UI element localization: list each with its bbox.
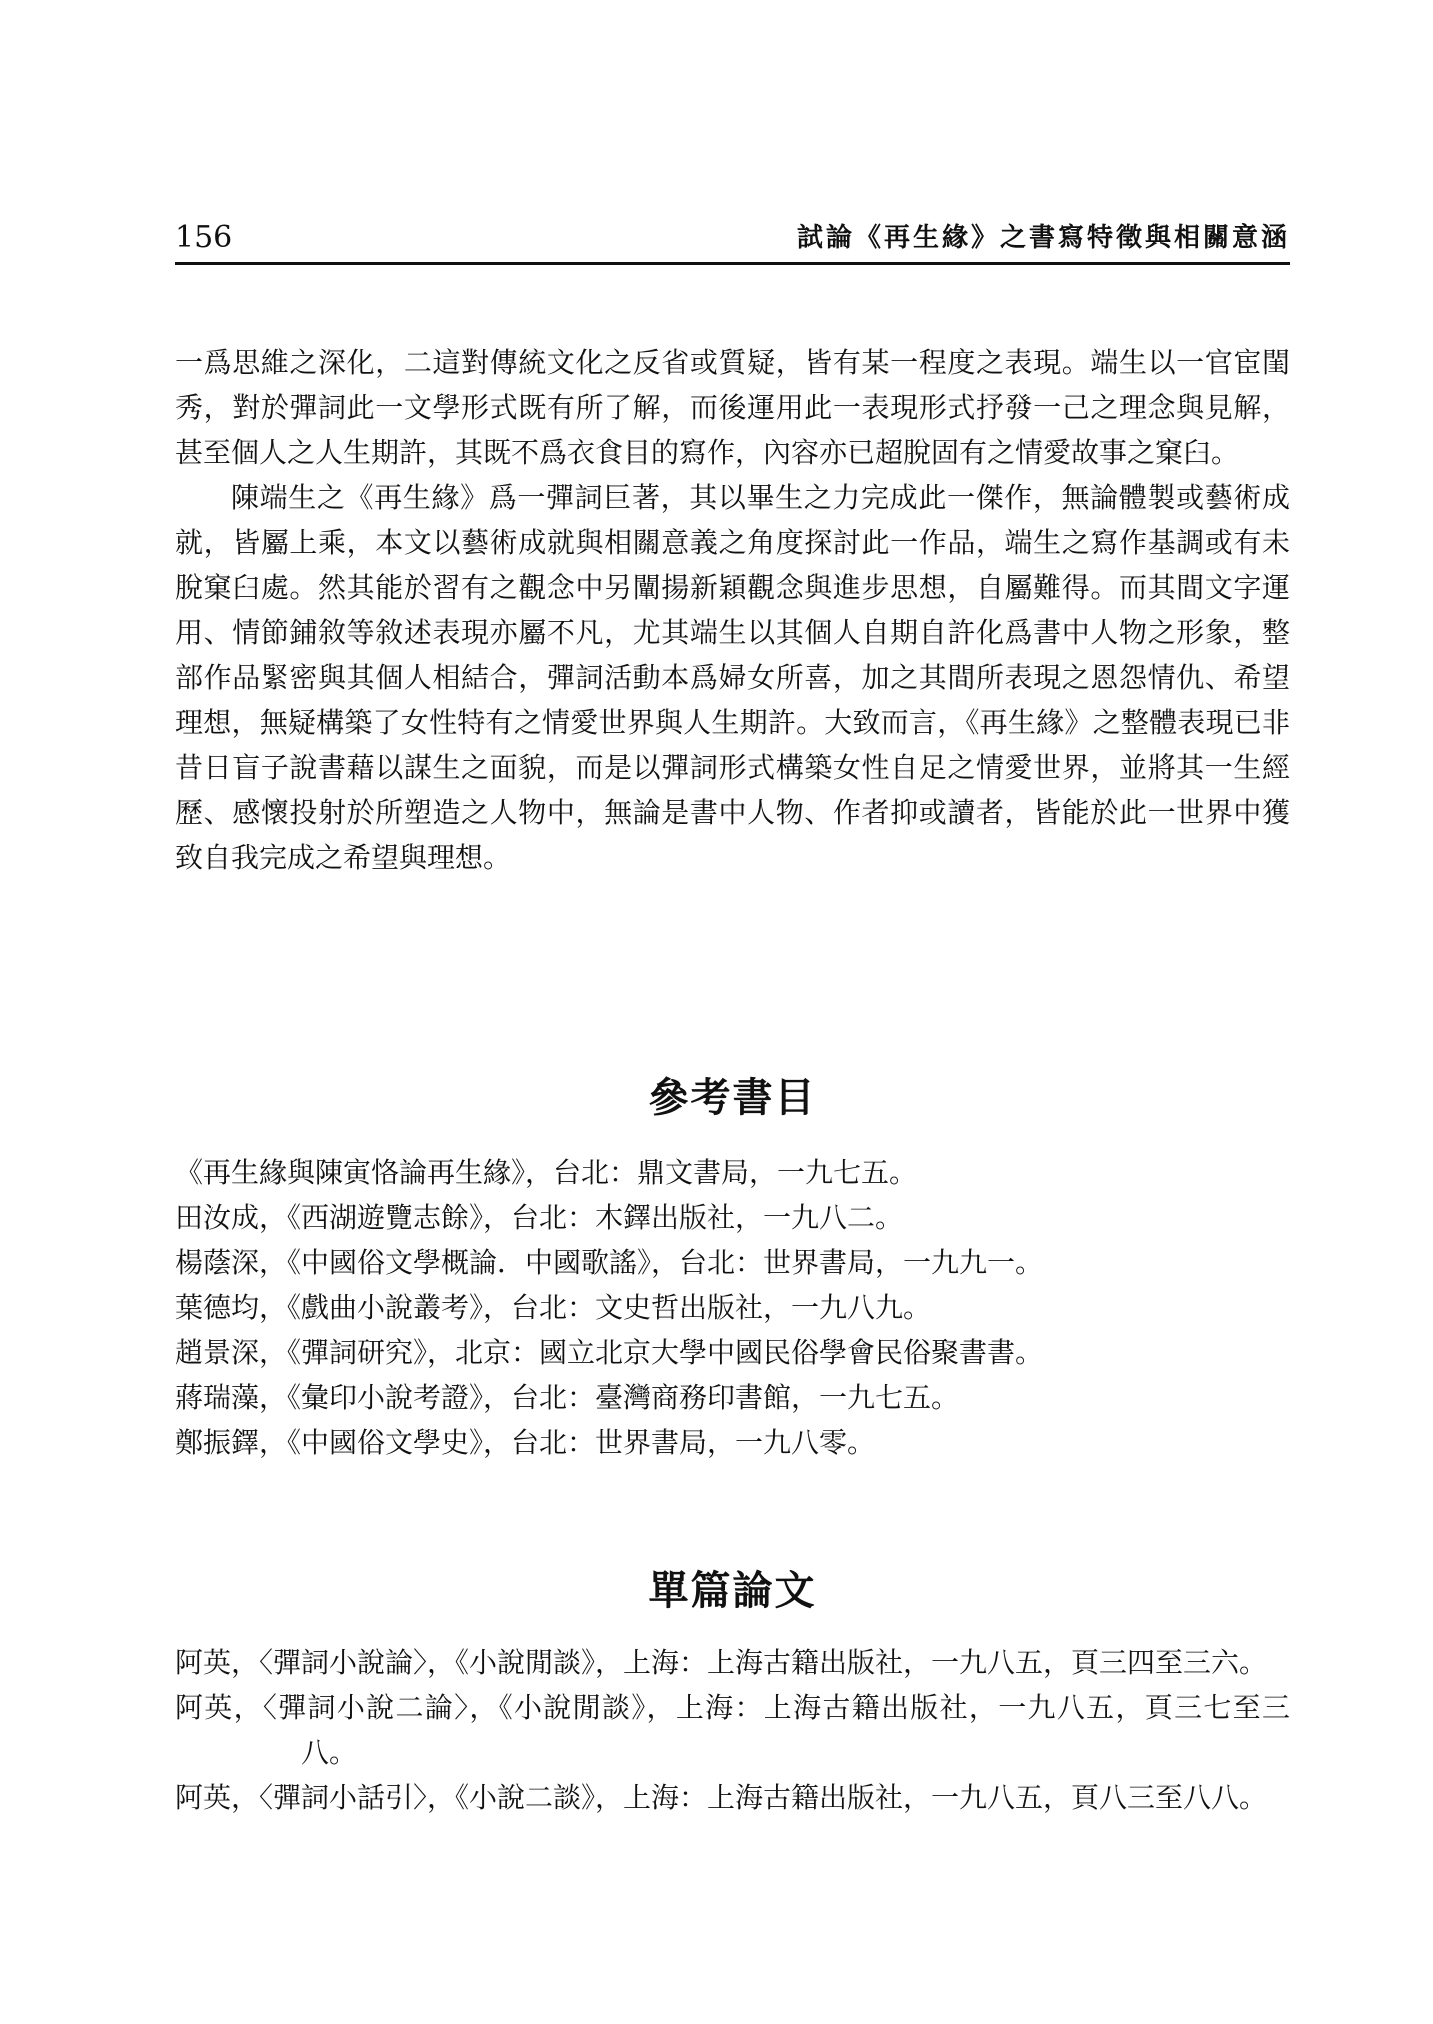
article-entry: 阿英，〈彈詞小話引〉，《小說二談》，上海：上海古籍出版社，一九八五，頁八三至八八。	[175, 1781, 1268, 1814]
bibliography-entry: 田汝成，《西湖遊覽志餘》，台北：木鐸出版社，一九八二。	[175, 1201, 904, 1234]
bibliography-entry: 《再生緣與陳寅恪論再生緣》，台北：鼎文書局，一九七五。	[175, 1156, 918, 1189]
page-header	[175, 218, 1290, 258]
paragraph: 一爲思維之深化，二這對傳統文化之反省或質疑，皆有某一程度之表現。端生以一官宦閨秀，對於彈詞此一文學形式既有所了解，而後運用此一表現形式抒發一己之理念與見解，甚至個人之人生期許，其既不爲衣食目的寫作，內容亦已超脫固有之情愛故事之窠臼。	[175, 346, 1290, 469]
bibliography-entry: 楊蔭深，《中國俗文學概論．中國歌謠》，台北：世界書局，一九九一。	[175, 1246, 1044, 1279]
page-number: 156	[175, 220, 233, 255]
bibliography-entry: 鄭振鐸，《中國俗文學史》，台北：世界書局，一九八零。	[175, 1426, 876, 1459]
article-entry: 阿英，〈彈詞小說二論〉，《小說閒談》，上海：上海古籍出版社，一九八五，頁三七至三八。	[175, 1691, 1290, 1769]
header-rule	[175, 262, 1290, 265]
bibliography-entry: 蔣瑞藻，《彙印小說考證》，台北：臺灣商務印書館，一九七五。	[175, 1381, 960, 1414]
bibliography-list	[175, 1150, 1290, 1465]
body-text	[175, 340, 1290, 880]
running-title: 試論《再生緣》之書寫特徵與相關意涵	[796, 223, 1290, 253]
paragraph: 陳端生之《再生緣》爲一彈詞巨著，其以畢生之力完成此一傑作，無論體製或藝術成就，皆屬上乘，本文以藝術成就與相關意義之角度探討此一作品，端生之寫作基調或有未脫窠臼處。然其能於習有之觀念中另闡揚新穎觀念與進步思想，自屬難得。而其間文字運用、情節鋪敘等敘述表現亦屬不凡，尤其端生以其個人自期自許化爲書中人物之形象，整部作品緊密與其個人相結合，彈詞活動本爲婦女所喜，加之其間所表現之恩怨情仇、希望理想，無疑構築了女性特有之情愛世界與人生期許。大致而言，《再生緣》之整體表現已非昔日盲子說書藉以謀生之面貌，而是以彈詞形式構築女性自足之情愛世界，並將其一生經歷、感懷投射於所塑造之人物中，無論是書中人物、作者抑或讀者，皆能於此一世界中獲致自我完成之希望與理想。	[175, 481, 1290, 874]
bibliography-entry: 葉德均，《戲曲小說叢考》，台北：文史哲出版社，一九八九。	[175, 1291, 932, 1324]
bibliography-heading: 參考書目	[648, 1075, 817, 1121]
bibliography-entry: 趙景深，《彈詞研究》，北京：國立北京大學中國民俗學會民俗聚書書。	[175, 1336, 1044, 1369]
article-entry: 阿英，〈彈詞小說論〉，《小說閒談》，上海：上海古籍出版社，一九八五，頁三四至三六。	[175, 1646, 1268, 1679]
articles-heading: 單篇論文	[648, 1568, 817, 1614]
articles-list	[175, 1640, 1290, 1820]
